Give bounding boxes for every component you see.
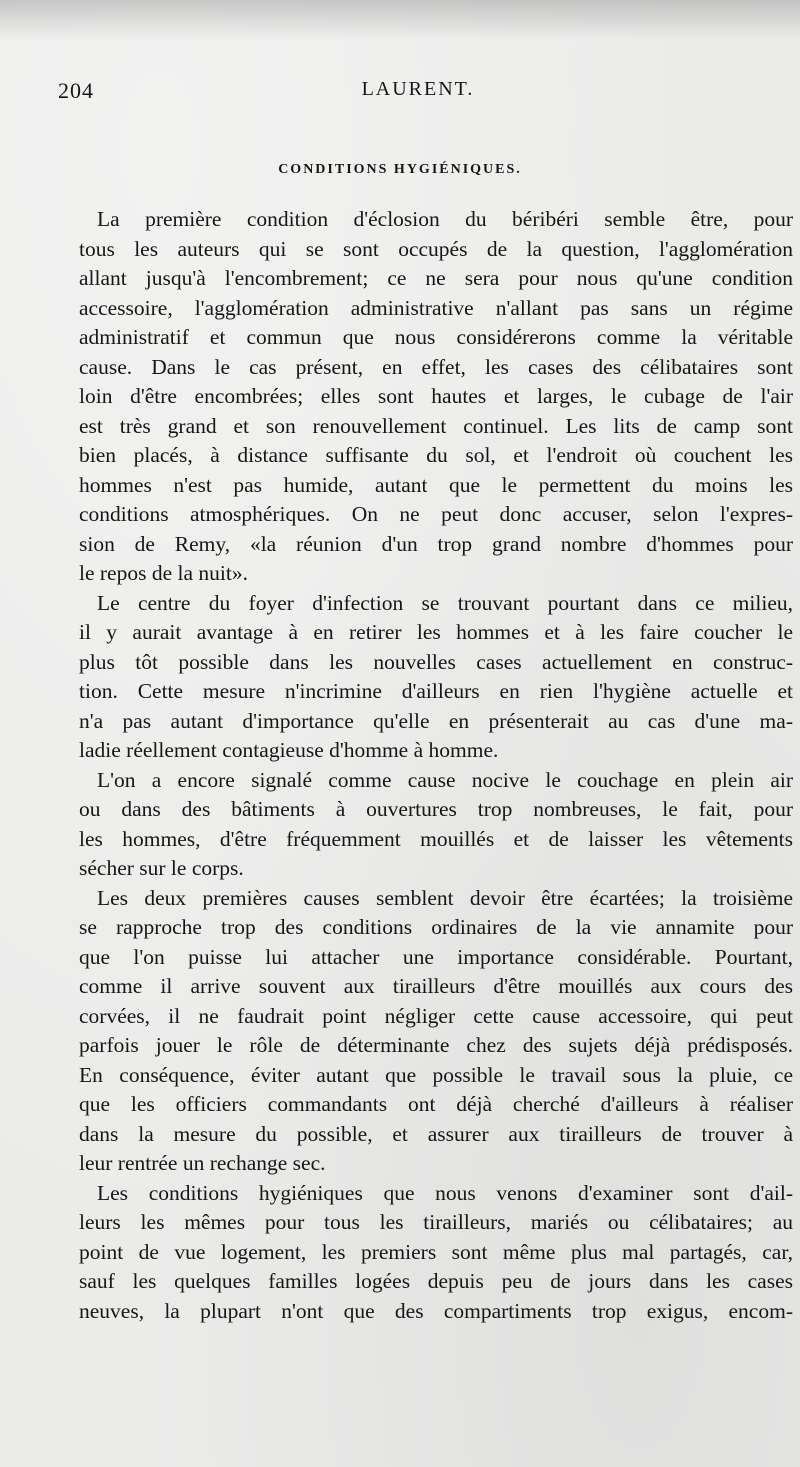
text-line: que les officiers commandants ont déjà cherché d'ailleurs à réaliser [79, 1092, 793, 1116]
text-line: La première condition d'éclosion du béribéri semble être, pour [97, 207, 793, 231]
text-line: que l'on puisse lui attacher une importance considérable. Pourtant, [79, 944, 793, 969]
page-top-shadow [0, 0, 800, 40]
text-line: neuves, la plupart n'ont que des compartiments trop exigus, encom- [79, 1298, 793, 1323]
text-line: administratif et commun que nous considérerons comme la véritable [79, 325, 793, 349]
text-line: est très grand et son renouvellement continuel. Les lits de camp sont [79, 413, 793, 438]
text-line: Le centre du foyer d'infection se trouvant pourtant dans ce milieu, [97, 590, 793, 615]
text-line: leur rentrée un rechange sec. [79, 1151, 326, 1175]
text-line: En conséquence, éviter autant que possible le travail sous la pluie, ce [79, 1062, 793, 1087]
text-line: loin d'être encombrées; elles sont hautes et larges, le cubage de l'air [79, 384, 793, 408]
text-line: dans la mesure du possible, et assurer aux tirailleurs de trouver à [79, 1121, 793, 1146]
page-number: 204 [58, 78, 94, 103]
running-title: LAURENT. [361, 78, 475, 100]
text-line: L'on a encore signalé comme cause nocive le couchage en plein air [97, 767, 793, 792]
body-text [79, 205, 793, 1326]
text-line: il y aurait avantage à en retirer les hommes et à les faire coucher le [79, 620, 793, 644]
text-line: allant jusqu'à l'encombrement; ce ne sera pour nous qu'une condition [79, 266, 793, 290]
text-line: sauf les quelques familles logées depuis peu de jours dans les cases [79, 1269, 793, 1293]
text-line: Les deux premières causes semblent devoir être écartées; la troisième [97, 885, 793, 910]
text-line: leurs les mêmes pour tous les tirailleurs, mariés ou célibataires; au [79, 1210, 793, 1234]
text-line: comme il arrive souvent aux tirailleurs d'être mouillés aux cours des [79, 974, 793, 998]
text-line: sion de Remy, «la réunion d'un trop grand nombre d'hommes pour [79, 531, 793, 556]
text-line: accessoire, l'agglomération administrative n'allant pas sans un régime [79, 295, 793, 320]
text-line: plus tôt possible dans les nouvelles cases actuellement en construc- [79, 649, 793, 674]
text-line: le repos de la nuit». [79, 561, 248, 585]
running-head [58, 78, 758, 108]
section-heading: CONDITIONS HYGIÉNIQUES. [278, 162, 522, 177]
text-line: tous les auteurs qui se sont occupés de la question, l'agglomération [79, 236, 793, 261]
text-line: n'a pas autant d'importance qu'elle en présenterait au cas d'une ma- [79, 708, 793, 733]
text-line: se rapproche trop des conditions ordinaires de la vie annamite pour [79, 915, 793, 939]
text-line: cause. Dans le cas présent, en effet, les cases des célibataires sont [79, 354, 793, 379]
text-line: corvées, il ne faudrait point négliger cette cause accessoire, qui peut [79, 1003, 793, 1028]
text-line: Les conditions hygiéniques que nous venons d'examiner sont d'ail- [97, 1180, 793, 1205]
text-line: point de vue logement, les premiers sont même plus mal partagés, car, [79, 1239, 793, 1264]
text-line: parfois jouer le rôle de déterminante chez des sujets déjà prédisposés. [79, 1033, 793, 1057]
text-line: conditions atmosphériques. On ne peut donc accuser, selon l'expres- [79, 502, 793, 526]
text-line: les hommes, d'être fréquemment mouillés et de laisser les vêtements [79, 826, 793, 851]
text-line: sécher sur le corps. [79, 856, 244, 880]
text-line: ou dans des bâtiments à ouvertures trop nombreuses, le fait, pour [79, 797, 793, 821]
text-line: ladie réellement contagieuse d'homme à homme. [79, 738, 499, 762]
text-line: bien placés, à distance suffisante du sol, et l'endroit où couchent les [79, 443, 793, 467]
text-line: tion. Cette mesure n'incrimine d'ailleurs en rien l'hygiène actuelle et [79, 679, 793, 703]
text-line: hommes n'est pas humide, autant que le permettent du moins les [79, 472, 793, 497]
